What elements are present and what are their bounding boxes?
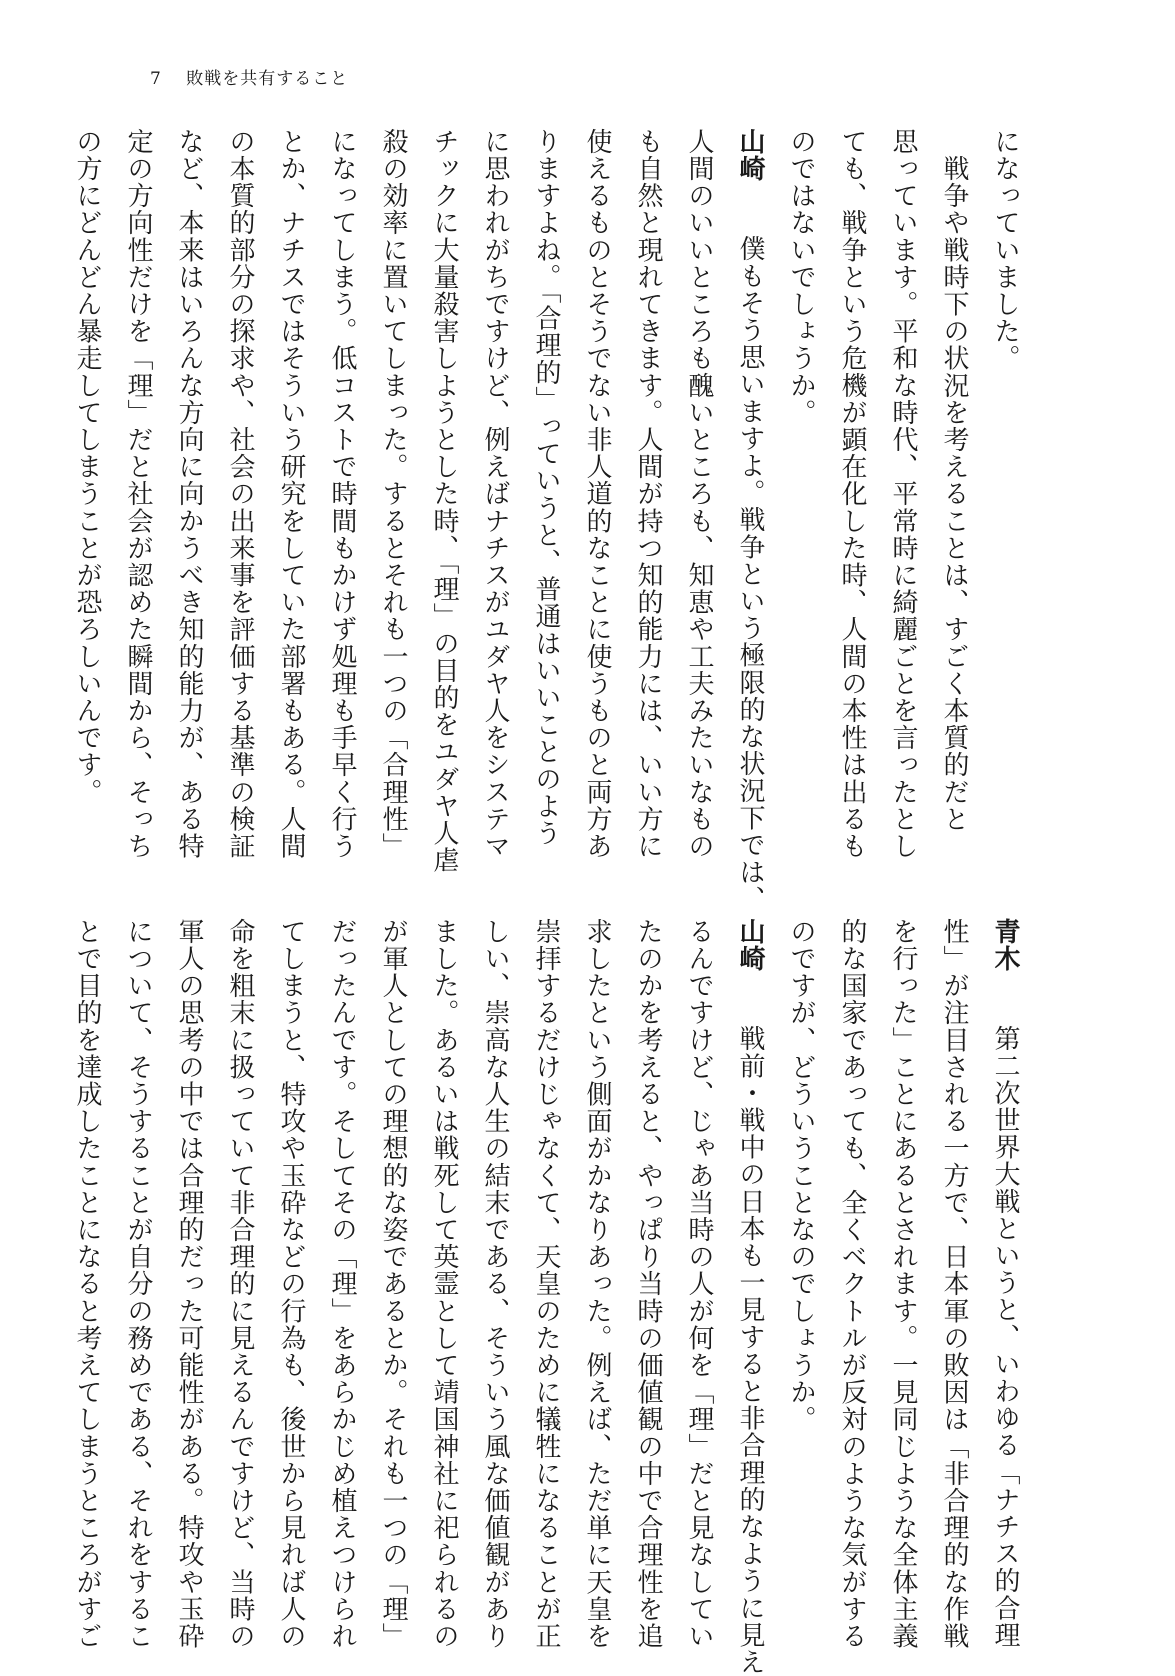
- speaker-line: [979, 918, 1030, 1649]
- text-line: 定の方向性だけを「理」だと社会が認めた瞬間から、そっち: [123, 128, 153, 860]
- running-header: [150, 64, 348, 89]
- text-line: の本質的部分の探求や、社会の出来事を評価する基準の検証: [225, 128, 255, 860]
- text-line: ても、戦争という危機が顕在化した時、人間の本性は出るも: [837, 128, 867, 860]
- text-line: 戦争や戦時下の状況を考えることは、すごく本質的だと: [939, 128, 969, 833]
- text-line: だったんです。そしてその「理」をあらかじめ植えつけられ: [327, 918, 357, 1650]
- text-line: 殺の効率に置いてしまった。するとそれも一つの「合理性」: [378, 128, 408, 860]
- speaker-name: 青木: [990, 918, 1020, 973]
- text-line: 崇拝するだけじゃなくて、天皇のために犠牲になることが正: [531, 918, 561, 1650]
- text-line: に思われがちですけど、例えばナチスがユダヤ人をシステマ: [480, 128, 510, 860]
- text-line: 僕もそう思いますよ。戦争という極限的な状況下では、: [735, 235, 765, 913]
- text-line: たのかを考えると、やっぱり当時の価値観の中で合理性を追: [633, 918, 663, 1650]
- text-line: りますよね。「合理的」っていうと、普通はいいことのよう: [531, 128, 561, 847]
- text-line: 人間のいいところも醜いところも、知恵や工夫みたいなもの: [684, 128, 714, 860]
- text-line: の方にどんどん暴走してしまうことが恐ろしいんです。: [72, 128, 102, 806]
- text-line: てしまうと、特攻や玉砕などの行為も、後世から見れば人の: [276, 918, 306, 1650]
- text-line: になっていました。: [990, 128, 1020, 372]
- text-line: チックに大量殺害しようとした時、「理」の目的をユダヤ人虐: [429, 128, 459, 874]
- text-line: のですが、どういうことなのでしょうか。: [786, 918, 816, 1433]
- text-line: も自然と現れてきます。人間が持つ知的能力には、いい方に: [633, 128, 663, 860]
- text-line: を行った」ことにあるとされます。一見同じような全体主義: [888, 918, 918, 1650]
- text-line: ました。あるいは戦死して英霊として靖国神社に祀られるの: [429, 918, 459, 1650]
- text-line: とか、ナチスではそういう研究をしていた部署もある。人間: [276, 128, 306, 860]
- text-line: 第二次世界大戦というと、いわゆる「ナチス的合理: [990, 1025, 1020, 1649]
- speaker-name: 山崎: [735, 128, 765, 183]
- text-line: 求したという側面がかなりあった。例えば、ただ単に天皇を: [582, 918, 612, 1650]
- text-line: 戦前・戦中の日本も一見すると非合理的なように見え: [735, 1025, 765, 1676]
- bottom-text-block: [72, 918, 1030, 1676]
- text-line: 使えるものとそうでない非人道的なことに使うものと両方あ: [582, 128, 612, 860]
- page-number: 7: [150, 69, 162, 89]
- speaker-line: [724, 128, 775, 913]
- chapter-title: 敗戦を共有すること: [186, 69, 349, 89]
- text-line: 性」が注目される一方で、日本軍の敗因は「非合理的な作戦: [939, 918, 969, 1650]
- text-line: とで目的を達成したことになると考えてしまうところがすご: [72, 918, 102, 1650]
- speaker-name: 山崎: [735, 918, 765, 973]
- text-line: るんですけど、じゃあ当時の人が何を「理」だと見なしてい: [684, 918, 714, 1650]
- text-line: 的な国家であっても、全くベクトルが反対のような気がする: [837, 918, 867, 1650]
- speaker-line: [724, 918, 775, 1676]
- text-line: のではないでしょうか。: [786, 128, 816, 427]
- text-line: しい、崇高な人生の結末である、そういう風な価値観があり: [480, 918, 510, 1650]
- text-line: など、本来はいろんな方向に向かうべき知的能力が、ある特: [174, 128, 204, 860]
- text-line: について、そうすることが自分の務めである、それをするこ: [123, 918, 153, 1650]
- text-line: 軍人の思考の中では合理的だった可能性がある。特攻や玉砕: [174, 918, 204, 1650]
- top-text-block: [72, 128, 1030, 913]
- text-line: 命を粗末に扱っていて非合理的に見えるんですけど、当時の: [225, 918, 255, 1650]
- text-line: になってしまう。低コストで時間もかけず処理も手早く行う: [327, 128, 357, 860]
- text-line: が軍人としての理想的な姿であるとか。それも一つの「理」: [378, 918, 408, 1650]
- text-line: 思っています。平和な時代、平常時に綺麗ごとを言ったとし: [888, 128, 918, 860]
